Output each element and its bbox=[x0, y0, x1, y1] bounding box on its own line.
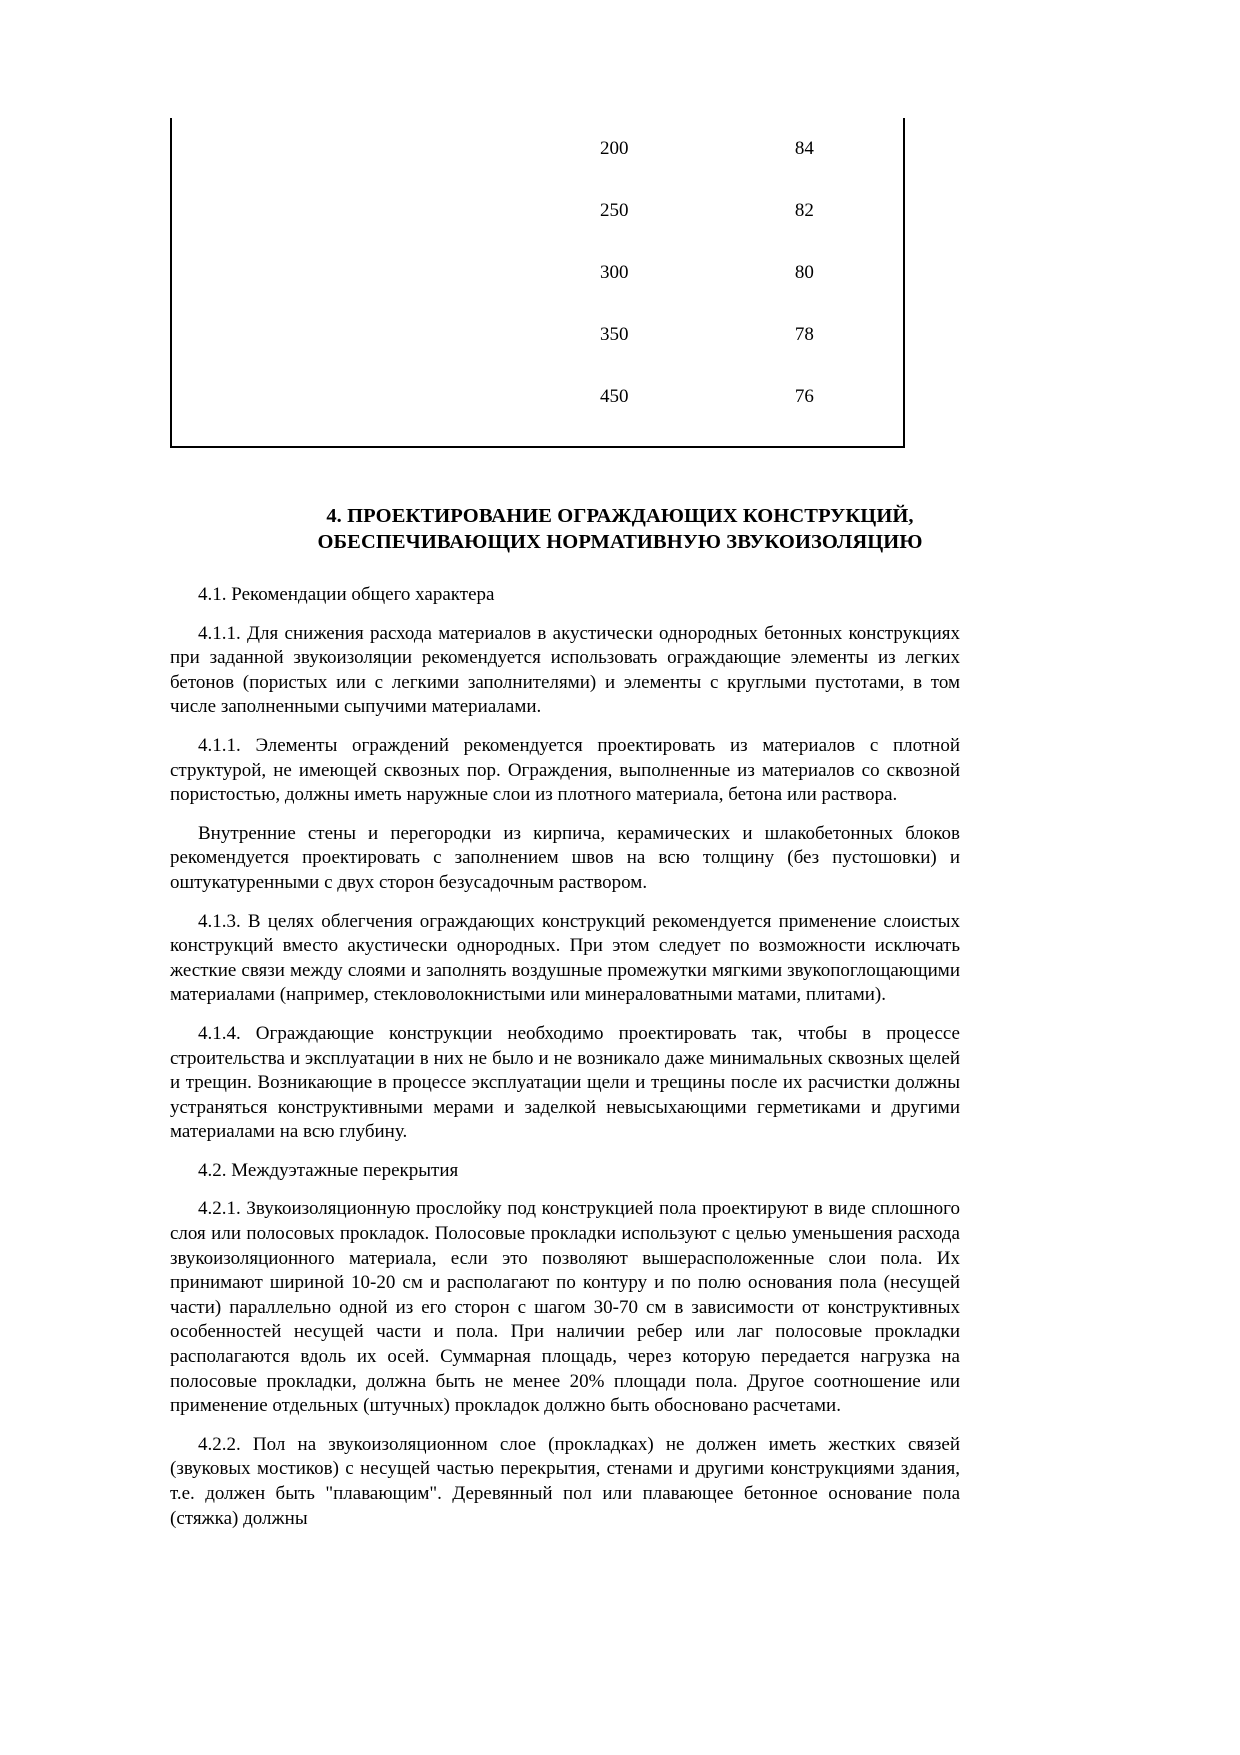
table-cell-blank bbox=[172, 304, 523, 366]
table-row bbox=[172, 304, 903, 366]
paragraph-4-1-1-a: 4.1.1. Для снижения расхода материалов в акустически однородных бетонных конструкциях при заданной звукоизоляции рекомендуется использовать ограждающие элементы из легких бетонов (пористых или с легкими заполнителями) и элементы с круглыми пустотами, в том числе заполненными сыпучими материалами. bbox=[170, 622, 960, 718]
table-row bbox=[172, 242, 903, 304]
paragraph-4-1-3: 4.1.3. В целях облегчения ограждающих конструкций рекомендуется применение слоистых конструкций вместо акустически однородных. При этом следует по возможности исключать жесткие связи между слоями и заполнять воздушные промежутки мягкими звукопоглощающими материалами (например, стекловолокнистыми или минераловатными матами, плитами). bbox=[170, 910, 960, 1006]
table-cell-thickness: 350 bbox=[600, 324, 629, 345]
table-row bbox=[172, 118, 903, 180]
table-cell-thickness: 450 bbox=[600, 386, 629, 407]
table-cell-thickness: 300 bbox=[600, 262, 629, 283]
thickness-insulation-table bbox=[172, 118, 903, 428]
subsection-title-4-2: 4.2. Междуэтажные перекрытия bbox=[198, 1159, 459, 1181]
table-row bbox=[172, 180, 903, 242]
paragraph-4-2-2: 4.2.2. Пол на звукоизоляционном слое (прокладках) не должен иметь жестких связей (звуковых мостиков) с несущей частью перекрытия, стенами и другими конструкциями здания, т.е. должен быть "плавающим". Деревянный пол или плавающее бетонное основание пола (стяжка) должны bbox=[170, 1433, 960, 1529]
section-heading-line-1: 4. ПРОЕКТИРОВАНИЕ ОГРАЖДАЮЩИХ КОНСТРУКЦИЙ, bbox=[326, 505, 914, 527]
table-cell-blank bbox=[172, 242, 523, 304]
paragraph-4-1-4: 4.1.4. Ограждающие конструкции необходимо проектировать так, чтобы в процессе строительства и эксплуатации в них не было и не возникало даже минимальных сквозных щелей и трещин. Возникающие в процессе эксплуатации щели и трещины после их расчистки должны устраняться конструктивными мерами и заделкой невысыхающими герметиками и другими материалами на всю глубину. bbox=[170, 1022, 960, 1143]
subsection-title-4-1: 4.1. Рекомендации общего характера bbox=[198, 584, 495, 605]
document-body bbox=[170, 583, 960, 1531]
table-cell-value: 82 bbox=[794, 200, 814, 221]
table-cell-blank bbox=[172, 118, 523, 180]
table-cell-blank bbox=[172, 366, 523, 428]
table-cell-value: 76 bbox=[794, 386, 814, 407]
table-cell-blank bbox=[172, 180, 523, 242]
table-cell-thickness: 200 bbox=[600, 138, 629, 159]
table-row bbox=[172, 366, 903, 428]
table-cell-value: 84 bbox=[794, 138, 814, 159]
data-table-continuation bbox=[170, 118, 905, 448]
paragraph-internal-walls: Внутренние стены и перегородки из кирпича, керамических и шлакобетонных блоков рекомендуется проектировать с заполнением швов на всю толщину (без пустошовки) и оштукатуренными с двух сторон безусадочным раствором. bbox=[170, 822, 960, 893]
table-cell-value: 80 bbox=[794, 262, 814, 283]
table-cell-thickness: 250 bbox=[600, 200, 629, 221]
section-heading-line-2: ОБЕСПЕЧИВАЮЩИХ НОРМАТИВНУЮ ЗВУКОИЗОЛЯЦИЮ bbox=[317, 531, 923, 553]
paragraph-4-2-1: 4.2.1. Звукоизоляционную прослойку под конструкцией пола проектируют в виде сплошного слоя или полосовых прокладок. Полосовые прокладки используют с целью уменьшения расхода звукоизоляционного материала, если это позволяют вышерасположенные слои пола. Их принимают шириной 10-20 см и располагают по контуру и по полю основания пола (несущей части) параллельно одной из его сторон с шагом 30-70 см в зависимости от конструктивных особенностей несущей части и пола. При наличии ребер или лаг полосовые прокладки располагаются вдоль их осей. Суммарная площадь, через которую передается нагрузка на полосовые прокладки, должна быть не менее 20% площади пола. Другое соотношение или применение отдельных (штучных) прокладок должно быть обосновано расчетами. bbox=[170, 1198, 960, 1417]
section-heading bbox=[170, 503, 1070, 555]
table-cell-value: 78 bbox=[794, 324, 814, 345]
paragraph-4-1-1-b: 4.1.1. Элементы ограждений рекомендуется проектировать из материалов с плотной структурой, не имеющей сквозных пор. Ограждения, выполненные из материалов со сквозной пористостью, должны иметь наружные слои из плотного материала, бетона или раствора. bbox=[170, 734, 960, 806]
